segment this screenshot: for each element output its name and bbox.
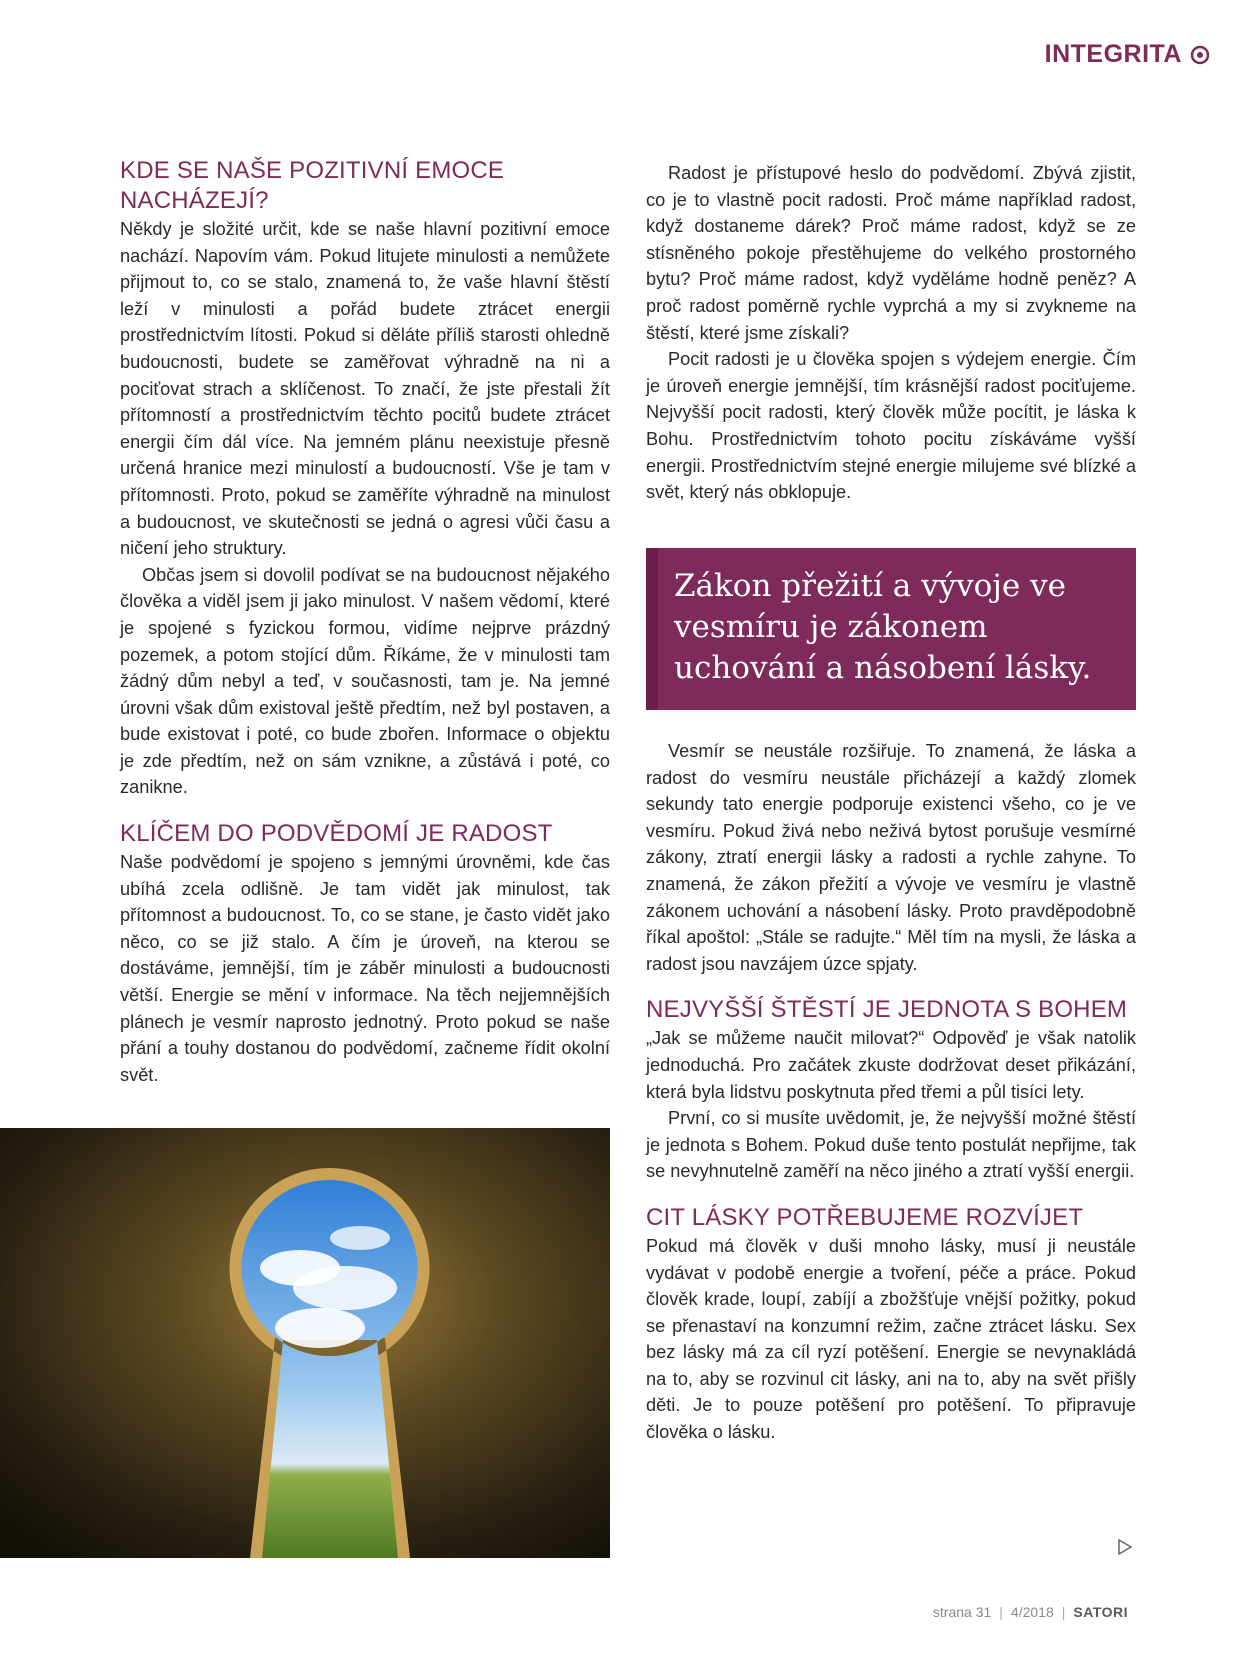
pull-quote bbox=[646, 548, 1136, 710]
paragraph: Radost je přístupové heslo do podvědomí. Zbývá zjistit, co je to vlastně pocit radosti. Proč máme například radost, když dostaneme dárek? Proč máme radost, když se ze stísněného pokoje přestěhujeme do velkého prostorného bytu? Proč máme radost, když vyděláme hodně peněz? A proč radost poměrně rychle vyprchá a my si zvykneme na štěstí, které jsme získali? bbox=[646, 163, 1136, 343]
heading-subconscious: KLÍČEM DO PODVĚDOMÍ JE RADOST bbox=[120, 820, 553, 848]
pull-quote-edge bbox=[646, 548, 658, 710]
keyhole-photo bbox=[0, 1128, 610, 1558]
paragraph: Pocit radosti je u člověka spojen s výdejem energie. Čím je úroveň energie jemnější, tím krásnější radost pociťujeme. Nejvyšší pocit radosti, který člověk může pocítit, je láska k Bohu. Prostřednictvím tohoto pocitu získáváme vyšší energii. Prostřednictvím stejné energie milujeme své blízké a svět, který nás obklopuje. bbox=[646, 349, 1136, 503]
right-column-bottom bbox=[646, 738, 1136, 1446]
right-column-top bbox=[646, 160, 1136, 506]
section-tag bbox=[1045, 40, 1210, 69]
page-number: strana 31 bbox=[932, 1604, 992, 1620]
paragraph: Vesmír se neustále rozšiřuje. To znamená, že láska a radost do vesmíru neustále přicházejí a každý zlomek sekundy tato energie podporuje existenci všeho, co je ve vesmíru. Pokud živá nebo neživá bytost porušuje vesmírné zákony, ztratí energii lásky a radosti a rychle zahyne. To znamená, že zákon přežití a vývoje ve vesmíru je vlastně zákonem uchování a násobení lásky. Proto pravděpodobně říkal apoštol: „Stále se radujte.“ Měl tím na mysli, že láska a radost jsou navzájem úzce spjaty. bbox=[646, 741, 1136, 974]
paragraph: Pokud má člověk v duši mnoho lásky, musí ji neustále vydávat v podobě energie a tvoření, péče a práce. Pokud člověk krade, loupí, zabíjí a zbožšťuje vnější požitky, pokud se přenastaví na konzumní režim, začne ztrácet lásku. Sex bez lásky má za cíl ryzí potěšení. Energie se nevynakládá na to, aby se rozvinul cit lásky, ani na to, aby na svět přišly děti. Je to pouze potěšení pro potěšení. To připravuje člověka o lásku. bbox=[646, 1235, 1136, 1443]
paragraph: Naše podvědomí je spojeno s jemnými úrovněmi, kde čas ubíhá zcela odlišně. Je tam vidět jak minulost, tak přítomnost a budoucnost. To, co se stane, je často vidět jako něco, co se již stalo. A čím je úroveň, na kterou se dostáváme, jemnější, tím je záběr minulosti a budoucnosti větší. Energie se mění v informace. Na těch nejjemnějších plánech je vesmír naprosto jednotný. Proto pokud se naše přání a touhy dostanou do podvědomí, začneme řídit okolní svět. bbox=[120, 852, 610, 1085]
section-name: INTEGRITA bbox=[1044, 40, 1182, 68]
left-column bbox=[120, 156, 610, 1088]
paragraph: Občas jsem si dovolil podívat se na budoucnost nějakého člověka a viděl jsem ji jako minulost. V našem vědomí, které je spojené s fyzickou formou, vidíme nejprve prázdný pozemek, a potom stojící dům. Říkáme, že v minulosti tam žádný dům nebyl a teď, v současnosti, tam je. Na jemné úrovni však dům existoval ještě předtím, než byl postaven, a bude existovat i poté, co bude zbořen. Informace o objektu je zde předtím, než on sám vznikne, a zůstává i poté, co zanikne. bbox=[120, 564, 610, 798]
magazine-brand: SATORI bbox=[1073, 1604, 1128, 1620]
paragraph: „Jak se můžeme naučit milovat?“ Odpověď je však natolik jednoduchá. Pro začátek zkuste dodržovat deset přikázání, která byla lidstvu poskytnuta před třemi a půl tisíci lety. bbox=[646, 1028, 1136, 1102]
target-icon bbox=[1190, 45, 1210, 65]
paragraph: Někdy je složité určit, kde se naše hlavní pozitivní emoce nachází. Napovím vám. Pokud litujete minulosti a nemůžete přijmout to, co se stalo, znamená to, že vaše hlavní štěstí leží v minulosti a pořád budete ztrácet energii prostřednictvím lítosti. Pokud si děláte příliš starosti ohledně budoucnosti, budete se zaměřovat výhradně na ni a pociťovat strach a sklíčenost. To značí, že jste přestali žít přítomností a prostřednictvím těchto pocitů budete ztrácet energii čím dál více. Na jemném plánu neexistuje přesně určená hranice mezi minulostí a budoucností. Vše je tam v přítomnosti. Proto, pokud se zaměříte výhradně na minulost a budoucnost, ve skutečnosti se jedná o agresi vůči času a ničení jeho struktury. bbox=[120, 219, 610, 559]
issue-number: 4/2018 bbox=[1010, 1604, 1054, 1620]
page-footer: strana 31 | 4/2018 | SATORI bbox=[932, 1604, 1128, 1620]
continue-arrow-icon bbox=[1116, 1538, 1134, 1556]
pull-quote-text: Zákon přežití a vývoje ve vesmíru je zákonem uchování a násobení lásky. bbox=[674, 568, 1092, 686]
heading-unity: NEJVYŠŠÍ ŠTĚSTÍ JE JEDNOTA S BOHEM bbox=[646, 996, 1128, 1024]
heading-love: CIT LÁSKY POTŘEBUJEME ROZVÍJET bbox=[646, 1203, 1084, 1231]
heading-emotions: KDE SE NAŠE POZITIVNÍ EMOCE NACHÁZEJÍ? bbox=[120, 157, 505, 214]
paragraph: První, co si musíte uvědomit, je, že nejvyšší možné štěstí je jednota s Bohem. Pokud duše tento postulát nepřijme, tak se nevyhnutelně zaměří na něco jiného a ztratí vyšší energii. bbox=[646, 1108, 1136, 1182]
